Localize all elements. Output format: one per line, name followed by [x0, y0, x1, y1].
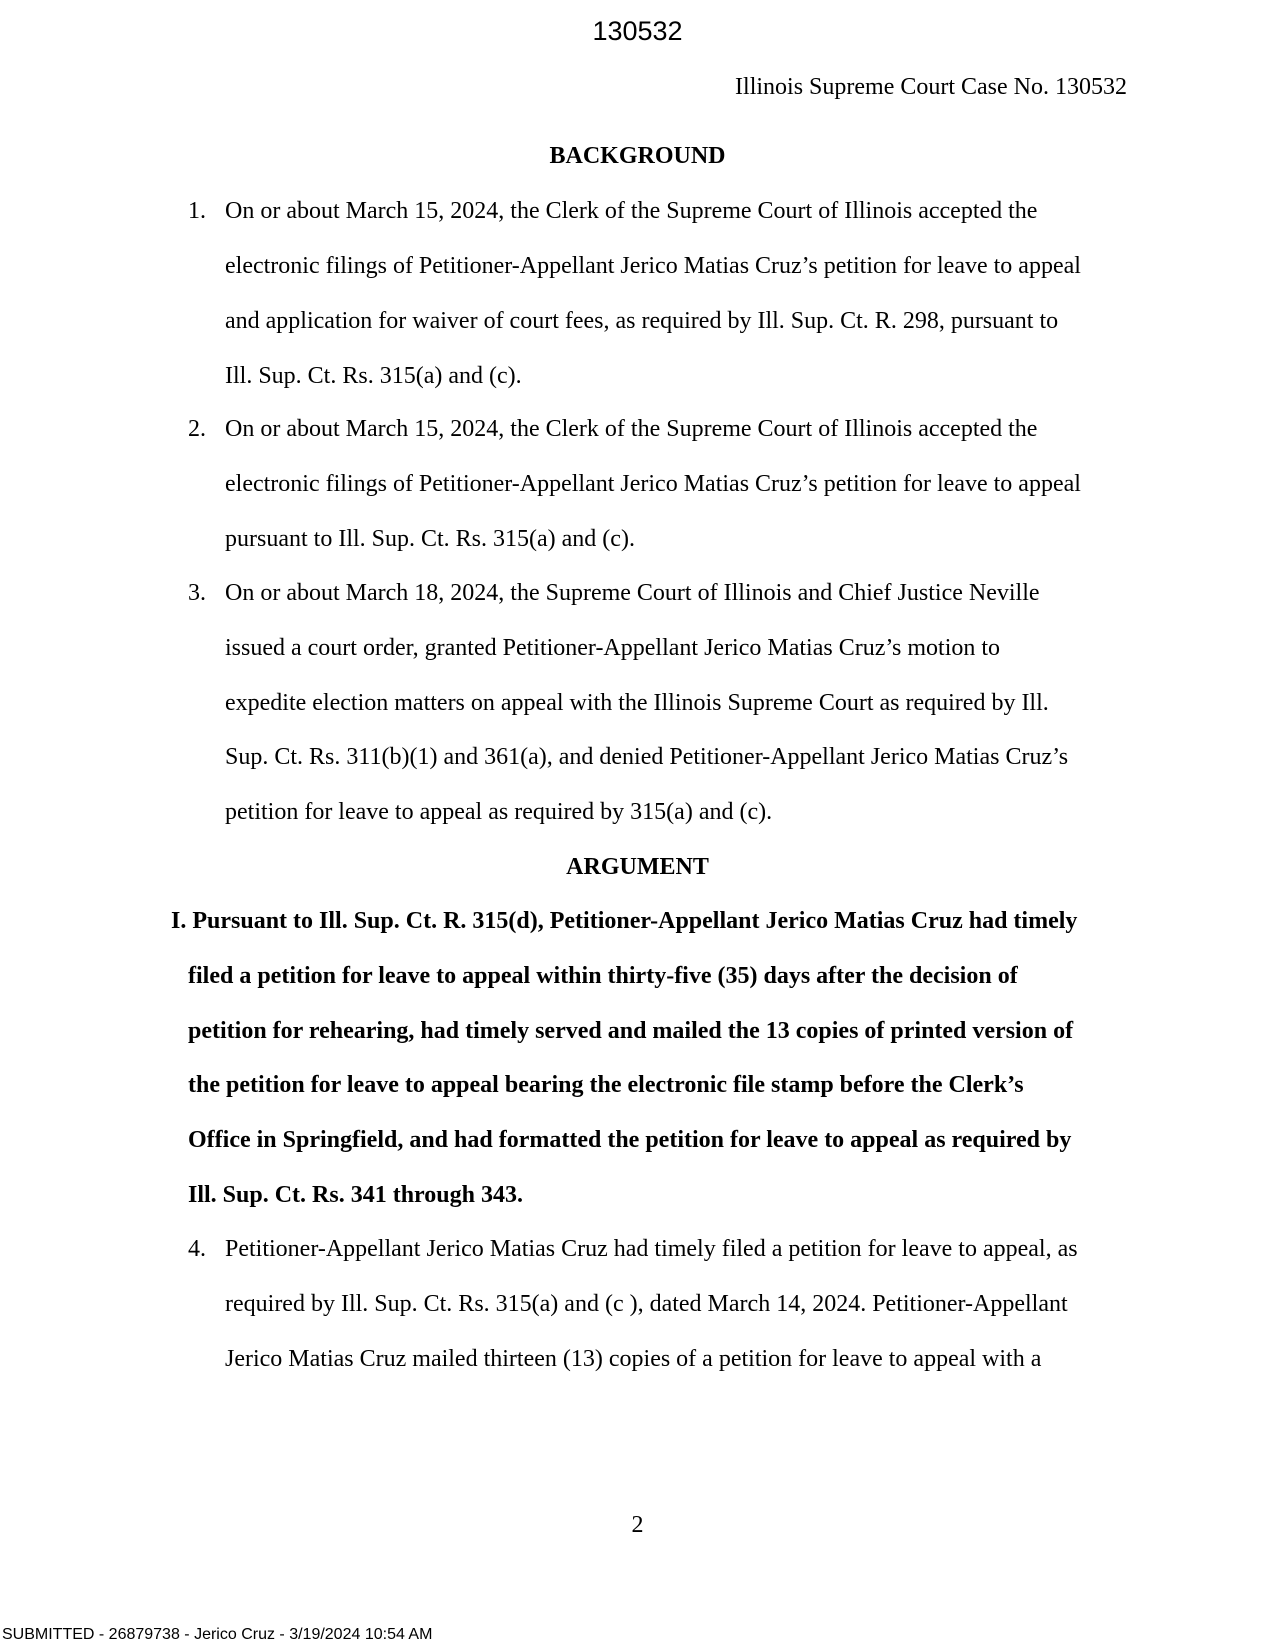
item-line: required by Ill. Sup. Ct. Rs. 315(a) and (c ), dated March 14, 2024. Petitioner-Appellant — [225, 1291, 1068, 1317]
point-line: the petition for leave to appeal bearing the electronic file stamp before the Clerk’s — [188, 1072, 1024, 1098]
item-line: On or about March 15, 2024, the Clerk of the Supreme Court of Illinois accepted the — [225, 198, 1038, 224]
point-line: I. Pursuant to Ill. Sup. Ct. R. 315(d), Petitioner-Appellant Jerico Matias Cruz had timely — [171, 908, 1078, 934]
item-line: pursuant to Ill. Sup. Ct. Rs. 315(a) and (c). — [225, 526, 635, 552]
item-number: 2. — [188, 416, 206, 442]
item-line: electronic filings of Petitioner-Appellant Jerico Matias Cruz’s petition for leave to appeal — [225, 471, 1081, 497]
argument-heading: ARGUMENT — [566, 854, 709, 880]
item-line: Ill. Sup. Ct. Rs. 315(a) and (c). — [225, 363, 522, 389]
item-line: petition for leave to appeal as required by 315(a) and (c). — [225, 799, 773, 825]
item-line: On or about March 18, 2024, the Supreme Court of Illinois and Chief Justice Neville — [225, 580, 1040, 606]
item-line: electronic filings of Petitioner-Appellant Jerico Matias Cruz’s petition for leave to appeal — [225, 253, 1081, 279]
item-number: 3. — [188, 580, 206, 606]
page-number: 2 — [631, 1512, 644, 1538]
point-line: petition for rehearing, had timely served and mailed the 13 copies of printed version of — [188, 1018, 1074, 1044]
point-line: Ill. Sup. Ct. Rs. 341 through 343. — [188, 1182, 523, 1208]
item-line: Petitioner-Appellant Jerico Matias Cruz had timely filed a petition for leave to appeal, as — [225, 1236, 1078, 1262]
item-line: and application for waiver of court fees, as required by Ill. Sup. Ct. R. 298, pursuant to — [225, 308, 1059, 334]
background-heading: BACKGROUND — [549, 143, 726, 169]
header-number: 130532 — [592, 16, 683, 46]
point-line: filed a petition for leave to appeal within thirty-five (35) days after the decision of — [188, 963, 1018, 989]
item-line: Sup. Ct. Rs. 311(b)(1) and 361(a), and denied Petitioner-Appellant Jerico Matias Cruz’s — [225, 744, 1069, 770]
item-line: issued a court order, granted Petitioner-Appellant Jerico Matias Cruz’s motion to — [225, 635, 1001, 661]
case-number: Illinois Supreme Court Case No. 130532 — [735, 74, 1127, 100]
item-number: 1. — [188, 198, 206, 224]
point-line: Office in Springfield, and had formatted the petition for leave to appeal as required by — [188, 1127, 1072, 1153]
item-number: 4. — [188, 1236, 206, 1262]
item-line: On or about March 15, 2024, the Clerk of the Supreme Court of Illinois accepted the — [225, 416, 1038, 442]
submission-footer: SUBMITTED - 26879738 - Jerico Cruz - 3/19/2024 10:54 AM — [2, 1626, 433, 1643]
item-line: Jerico Matias Cruz mailed thirteen (13) copies of a petition for leave to appeal with a — [225, 1346, 1042, 1372]
item-line: expedite election matters on appeal with the Illinois Supreme Court as required by Ill. — [225, 690, 1049, 716]
